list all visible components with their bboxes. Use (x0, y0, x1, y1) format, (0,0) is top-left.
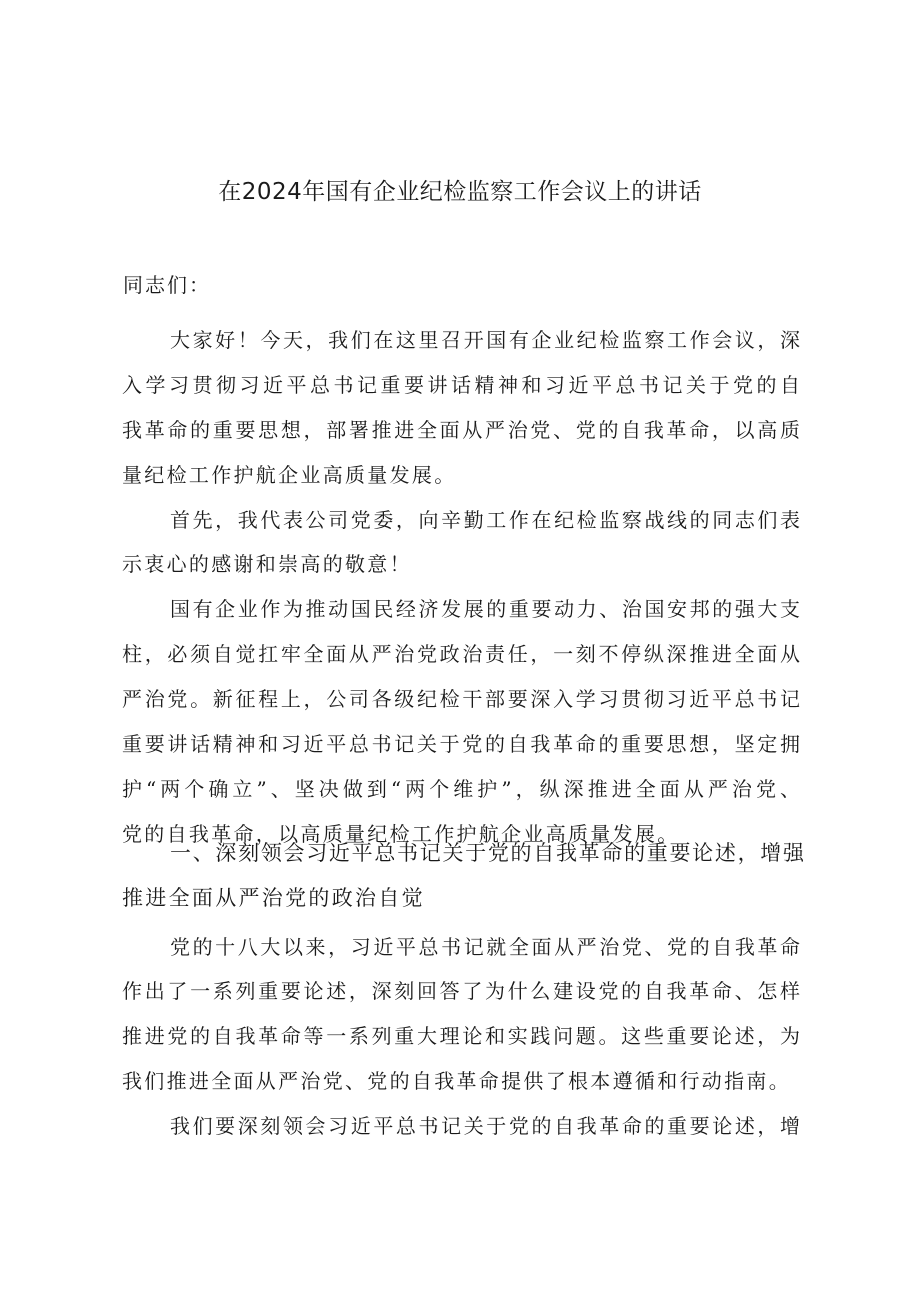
text-line: 我们推进全面从严治党、党的自我革命提供了根本遵循和行动指南。 (122, 1069, 791, 1093)
heading-line: 一、深刻领会习近平总书记关于党的自我革命的重要论述，增强 (170, 841, 804, 865)
text-line: 重要讲话精神和习近平总书记关于党的自我革命的重要思想，坚定拥 (122, 732, 800, 756)
text-line: 护“两个确立”、坚决做到“两个维护”，纵深推进全面从严治党、 (122, 777, 800, 801)
text-line: 大家好！今天，我们在这里召开国有企业纪检监察工作会议，深 (170, 328, 800, 352)
salutation: 同志们： (123, 273, 211, 297)
text-line: 推进党的自我革命等一系列重大理论和实践问题。这些重要论述，为 (122, 1024, 800, 1048)
text-line: 示衷心的感谢和崇高的敬意！ (122, 552, 412, 576)
document-title: 在2024年国有企业纪检监察工作会议上的讲话 (218, 179, 702, 205)
text-line: 入学习贯彻习近平总书记重要讲话精神和习近平总书记关于党的自 (122, 373, 800, 397)
text-line: 党的自我革命，以高质量纪检工作护航企业高质量发展。 (122, 822, 680, 846)
heading-line: 推进全面从严治党的政治自觉 (122, 886, 425, 910)
text-line: 量纪检工作护航企业高质量发展。 (122, 463, 457, 487)
text-line: 我革命的重要思想，部署推进全面从严治党、党的自我革命，以高质 (122, 418, 800, 442)
text-line: 国有企业作为推动国民经济发展的重要动力、治国安邦的强大支 (170, 597, 800, 621)
text-line: 党的十八大以来，习近平总书记就全面从严治党、党的自我革命 (170, 935, 800, 959)
text-line: 首先，我代表公司党委，向辛勤工作在纪检监察战线的同志们表 (170, 508, 800, 532)
text-line: 柱，必须自觉扛牢全面从严治党政治责任，一刻不停纵深推进全面从 (122, 642, 800, 666)
text-line: 作出了一系列重要论述，深刻回答了为什么建设党的自我革命、怎样 (122, 979, 800, 1003)
text-line: 严治党。新征程上，公司各级纪检干部要深入学习贯彻习近平总书记 (122, 687, 800, 711)
text-line: 我们要深刻领会习近平总书记关于党的自我革命的重要论述，增 (170, 1114, 800, 1138)
